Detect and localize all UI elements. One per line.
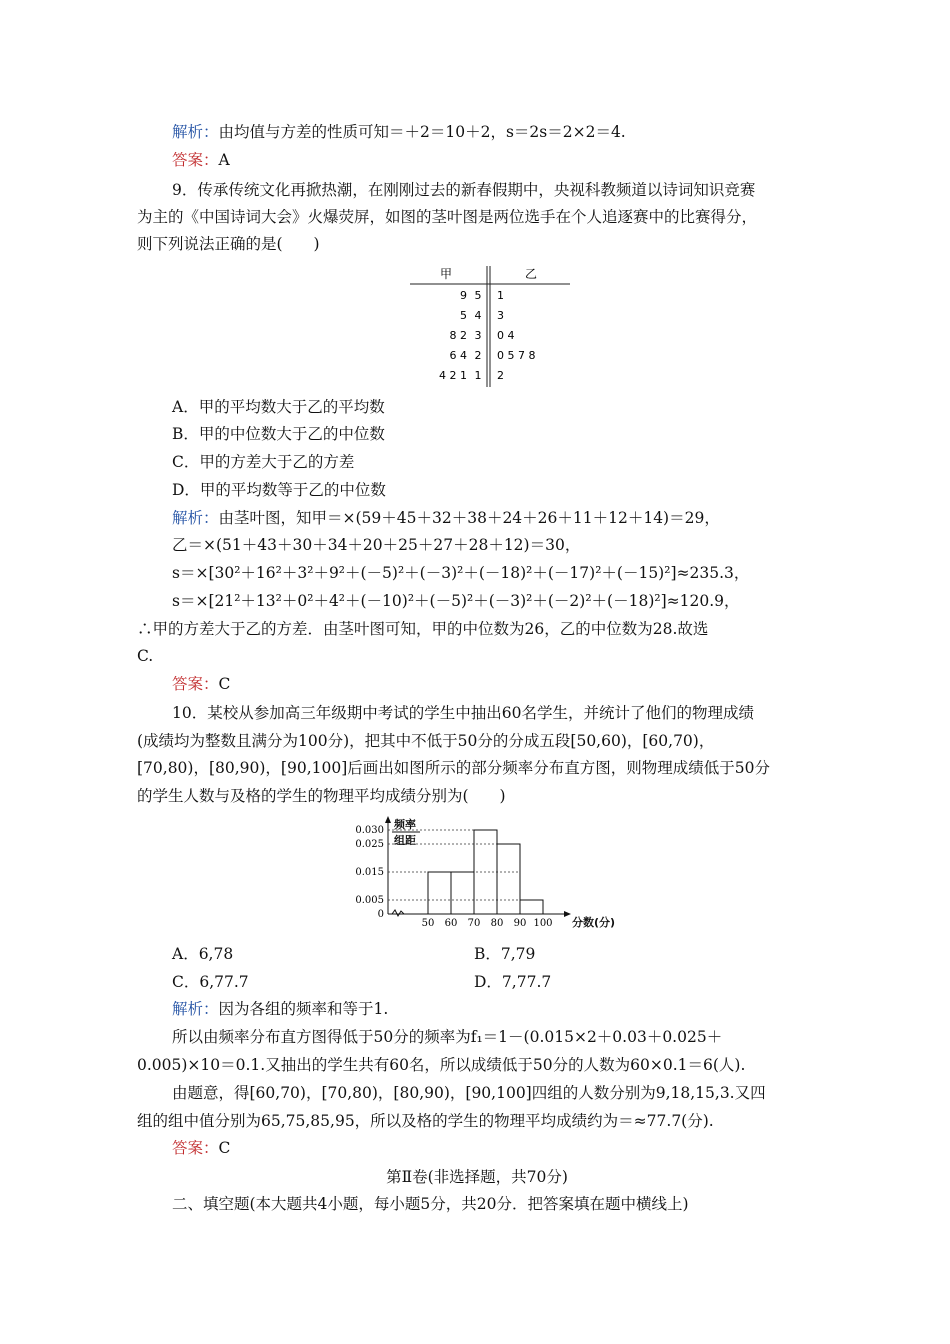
histogram-y-tick-label: 0.025 xyxy=(355,839,384,850)
q9-solution-line-6: C. xyxy=(137,647,154,665)
answer-value: C xyxy=(218,675,231,693)
histogram-x-tick-label: 50 xyxy=(421,918,435,929)
q9-solution-line-4: s＝×[21²＋13²＋0²＋4²＋(－10)²＋(－5)²＋(－3)²＋(－2)²＋(－18)²]≈120.9， xyxy=(172,592,740,610)
q10-option-d: D．7,77.7 xyxy=(474,973,552,991)
histogram-x-tick-label: 100 xyxy=(533,918,553,929)
histogram-axis-break xyxy=(392,910,404,916)
q9-option-a: A．甲的平均数大于乙的平均数 xyxy=(172,398,385,416)
histogram-bar xyxy=(428,872,451,914)
stem-leaf-stem: 3 xyxy=(474,329,482,342)
stem-leaf-right-leaves: 0 5 7 8 xyxy=(497,349,536,362)
stem-leaf-left-header: 甲 xyxy=(440,267,453,281)
q9-stem-line-2: 为主的《中国诗词大会》火爆荧屏，如图的茎叶图是两位选手在个人追逐赛中的比赛得分， xyxy=(137,208,758,226)
histogram-x-tick-label: 90 xyxy=(513,918,527,929)
solution-label: 解析： xyxy=(172,1000,219,1018)
answer-value: C xyxy=(218,1139,231,1157)
solution-text: 由茎叶图，知甲＝×(59＋45＋32＋38＋24＋26＋11＋12＋14)＝29， xyxy=(218,509,720,527)
q9-solution-line-3: s＝×[30²＋16²＋3²＋9²＋(－5)²＋(－3)²＋(－18)²＋(－17)²＋(－15)²]≈235.3， xyxy=(172,564,750,582)
q10-solution-line-5: 组的组中值分别为65,75,85,95，所以及格的学生的物理平均成绩约为＝≈77.7(分). xyxy=(137,1112,714,1130)
stem-leaf-stem: 1 xyxy=(474,369,482,382)
q10-answer xyxy=(172,1138,852,1158)
stem-leaf-right-leaves: 0 4 xyxy=(497,329,515,342)
stem-leaf-left-leaves: 8 2 xyxy=(449,329,467,342)
histogram-xlabel: 分数(分) xyxy=(572,916,616,929)
q9-option-c: C．甲的方差大于乙的方差 xyxy=(172,453,355,471)
q10-option-b: B．7,79 xyxy=(474,945,536,963)
q10-solution-line-3: 0.005)×10＝0.1.又抽出的学生共有60名，所以成绩低于50分的人数为60×0.1＝6(人). xyxy=(137,1056,746,1074)
q10-stem-line-4: 的学生人数与及格的学生的物理平均成绩分别为( ) xyxy=(137,787,506,805)
stem-leaf-left-leaves: 9 xyxy=(460,289,467,302)
q9-stem-line-3: 则下列说法正确的是( ) xyxy=(137,235,320,253)
part2-heading: 二、填空题(本大题共4小题，每小题5分，共20分．把答案填在题中横线上) xyxy=(172,1195,689,1213)
q10-solution-line-4: 由题意，得[60,70)，[70,80)，[80,90)，[90,100]四组的人数分别为9,18,15,3.又四 xyxy=(172,1084,766,1102)
answer-label: 答案： xyxy=(172,675,219,693)
stem-leaf-right-leaves: 2 xyxy=(497,369,504,382)
answer-value: A xyxy=(218,151,230,169)
histogram-bar xyxy=(520,900,543,914)
q9-option-d: D．甲的平均数等于乙的中位数 xyxy=(172,481,386,499)
stem-leaf-right-header: 乙 xyxy=(525,267,538,281)
q9-answer xyxy=(172,674,852,694)
histogram-y-tick-label: 0.030 xyxy=(355,825,384,836)
stem-leaf-left-leaves: 5 xyxy=(460,309,467,322)
stem-leaf-right-leaves: 3 xyxy=(497,309,504,322)
histogram-bar xyxy=(451,872,474,914)
stem-leaf-stem: 5 xyxy=(474,289,482,302)
histogram-ylabel-bottom: 组距 xyxy=(394,834,416,847)
q9-stem-line-1: 9．传承传统文化再掀热潮，在刚刚过去的新春假期中，央视科教频道以诗词知识竞赛 xyxy=(172,181,756,199)
section-title: 第Ⅱ卷(非选择题，共70分) xyxy=(386,1168,568,1186)
q10-option-a: A．6,78 xyxy=(172,945,234,963)
histogram-x-axis-arrow xyxy=(564,911,571,917)
q8-answer xyxy=(172,150,852,170)
stem-leaf-stem: 2 xyxy=(474,349,482,362)
solution-text: 因为各组的频率和等于1. xyxy=(218,1000,389,1018)
histogram-bar xyxy=(497,844,520,914)
frequency-histogram xyxy=(340,815,640,935)
stem-leaf-stem: 4 xyxy=(474,309,482,322)
q9-option-b: B．甲的中位数大于乙的中位数 xyxy=(172,425,385,443)
q9-solution-line-1 xyxy=(172,508,852,528)
histogram-y-tick-label: 0.005 xyxy=(355,895,384,906)
stem-leaf-right-leaves: 1 xyxy=(497,289,504,302)
q9-solution-line-5: ∴甲的方差大于乙的方差．由茎叶图可知，甲的中位数为26，乙的中位数为28.故选 xyxy=(137,620,709,638)
histogram-x-tick-label: 70 xyxy=(467,918,481,929)
q9-solution-line-2: 乙＝×(51＋43＋30＋34＋20＋25＋27＋28＋12)＝30， xyxy=(172,536,581,554)
histogram-x-tick-label: 60 xyxy=(444,918,458,929)
q10-option-c: C．6,77.7 xyxy=(172,973,249,991)
q10-stem-line-3: [70,80)，[80,90)，[90,100]后画出如图所示的部分频率分布直方图，则物理成绩低于50分 xyxy=(137,759,770,777)
q10-solution-line-2: 所以由频率分布直方图得低于50分的频率为f₁＝1－(0.015×2＋0.03＋0.025＋ xyxy=(172,1028,723,1046)
stem-leaf-left-leaves: 6 4 xyxy=(449,349,467,362)
solution-text: 由均值与方差的性质可知＝＋2＝10＋2，s＝2s＝2×2＝4. xyxy=(218,123,626,141)
histogram-ylabel-top: 频率 xyxy=(394,818,416,831)
stem-leaf-left-leaves: 4 2 1 xyxy=(439,369,467,382)
answer-label: 答案： xyxy=(172,1139,219,1157)
answer-label: 答案： xyxy=(172,151,219,169)
histogram-y-tick-label: 0 xyxy=(377,909,384,920)
histogram-y-axis-arrow xyxy=(385,816,391,823)
solution-label: 解析： xyxy=(172,509,219,527)
q10-stem-line-1: 10．某校从参加高三年级期中考试的学生中抽出60名学生，并统计了他们的物理成绩 xyxy=(172,704,754,722)
q10-stem-line-2: (成绩均为整数且满分为100分)，把其中不低于50分的分成五段[50,60)，[60,70)， xyxy=(137,732,715,750)
solution-label: 解析： xyxy=(172,123,219,141)
q8-solution xyxy=(172,122,852,142)
stem-leaf-plot xyxy=(405,262,575,390)
histogram-x-tick-label: 80 xyxy=(490,918,504,929)
q10-solution-line-1 xyxy=(172,999,852,1019)
histogram-y-tick-label: 0.015 xyxy=(355,867,384,878)
